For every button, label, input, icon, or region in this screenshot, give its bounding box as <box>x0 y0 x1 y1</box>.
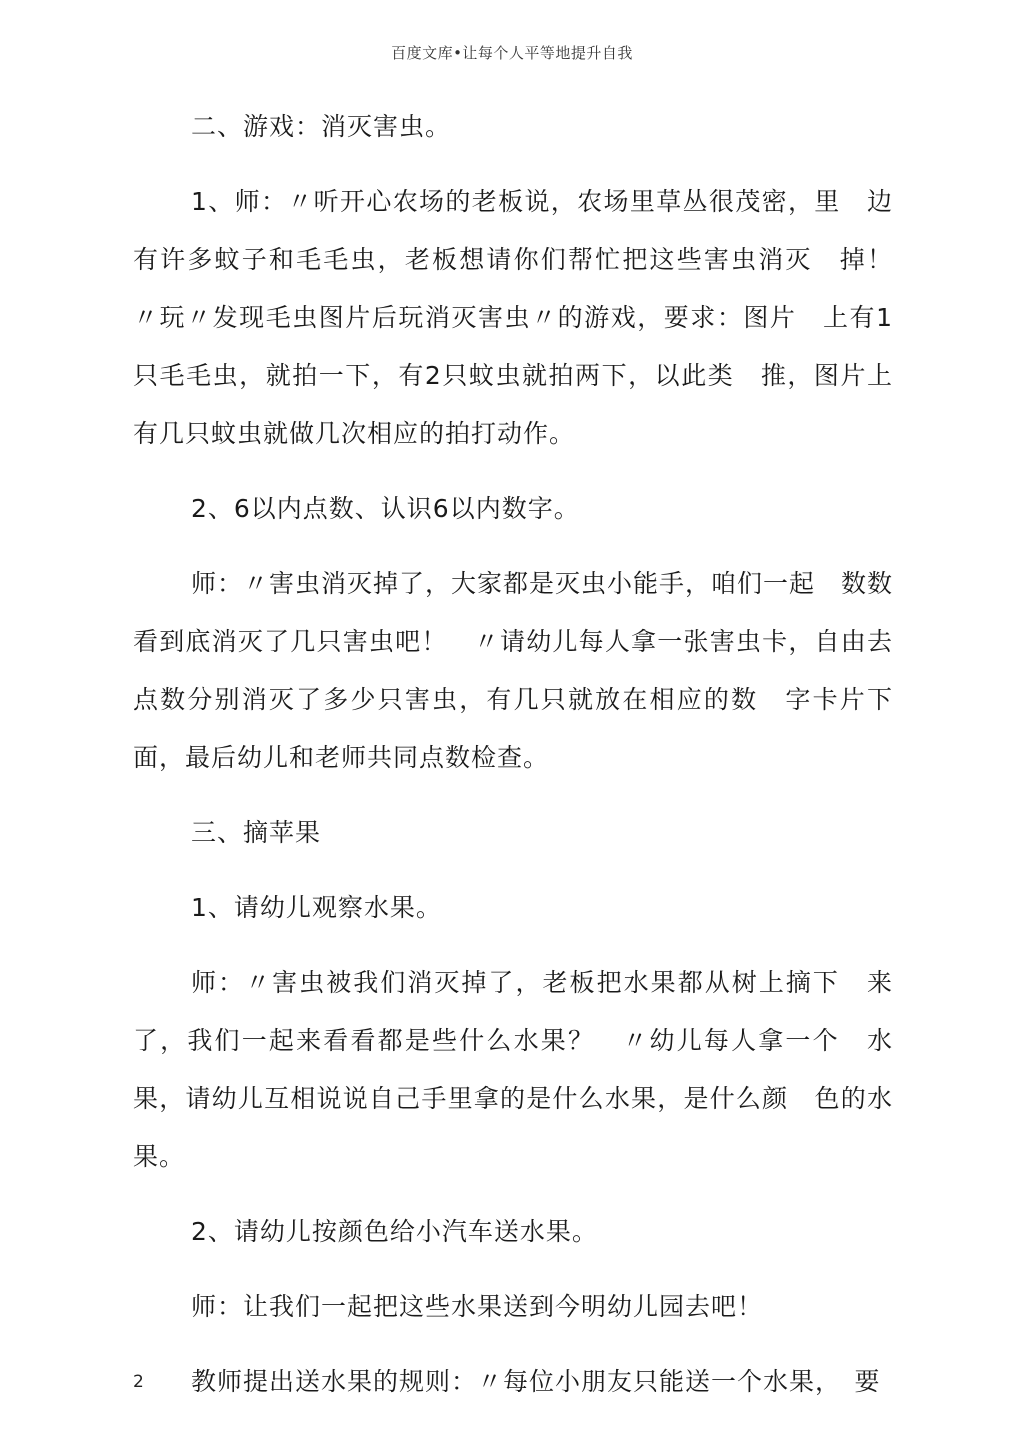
paragraph: 教师提出送水果的规则：〃每位小朋友只能送一个水果， 要 <box>191 1367 881 1396</box>
page-number: 2 <box>133 1372 144 1392</box>
paragraph: 三、摘苹果 <box>191 818 322 847</box>
paragraph: 师：〃害虫被我们消灭掉了，老板把水果都从树上摘下 来了，我们一起来看看都是些什么水果？ 〃幼儿每人拿一个 水果，请幼儿互相说说自己手里拿的是什么水果，是什么颜 色的水果。 <box>133 968 893 1171</box>
paragraph: 师：让我们一起把这些水果送到今明幼儿园去吧！ <box>191 1292 764 1321</box>
paragraph: 1、师：〃听开心农场的老板说，农场里草丛很茂密，里 边有许多蚊子和毛毛虫，老板想请你们帮忙把这些害虫消灭 掉！ 〃玩〃发现毛虫图片后玩消灭害虫〃的游戏，要求：图片 上有1只毛毛虫，就拍一下，有2只蚊虫就拍两下，以此类 推，图片上有几只蚊虫就做几次相应的拍打动作。 <box>133 187 920 448</box>
page-header: 百度文库•让每个人平等地提升自我 <box>391 44 633 62</box>
paragraph: 2、请幼儿按颜色给小汽车送水果。 <box>191 1217 598 1246</box>
paragraph: 2、6以内点数、认识6以内数字。 <box>191 494 580 523</box>
paragraph: 师：〃害虫消灭掉了，大家都是灭虫小能手，咱们一起 数数看到底消灭了几只害虫吧！ 〃请幼儿每人拿一张害虫卡，自由去点数分别消灭了多少只害虫，有几只就放在相应的数 字卡片下面，最后幼儿和老师共同点数检查。 <box>133 569 894 772</box>
paragraph: 二、游戏：消灭害虫。 <box>191 112 452 141</box>
document-body <box>133 98 920 1428</box>
paragraph: 1、请幼儿观察水果。 <box>191 893 442 922</box>
